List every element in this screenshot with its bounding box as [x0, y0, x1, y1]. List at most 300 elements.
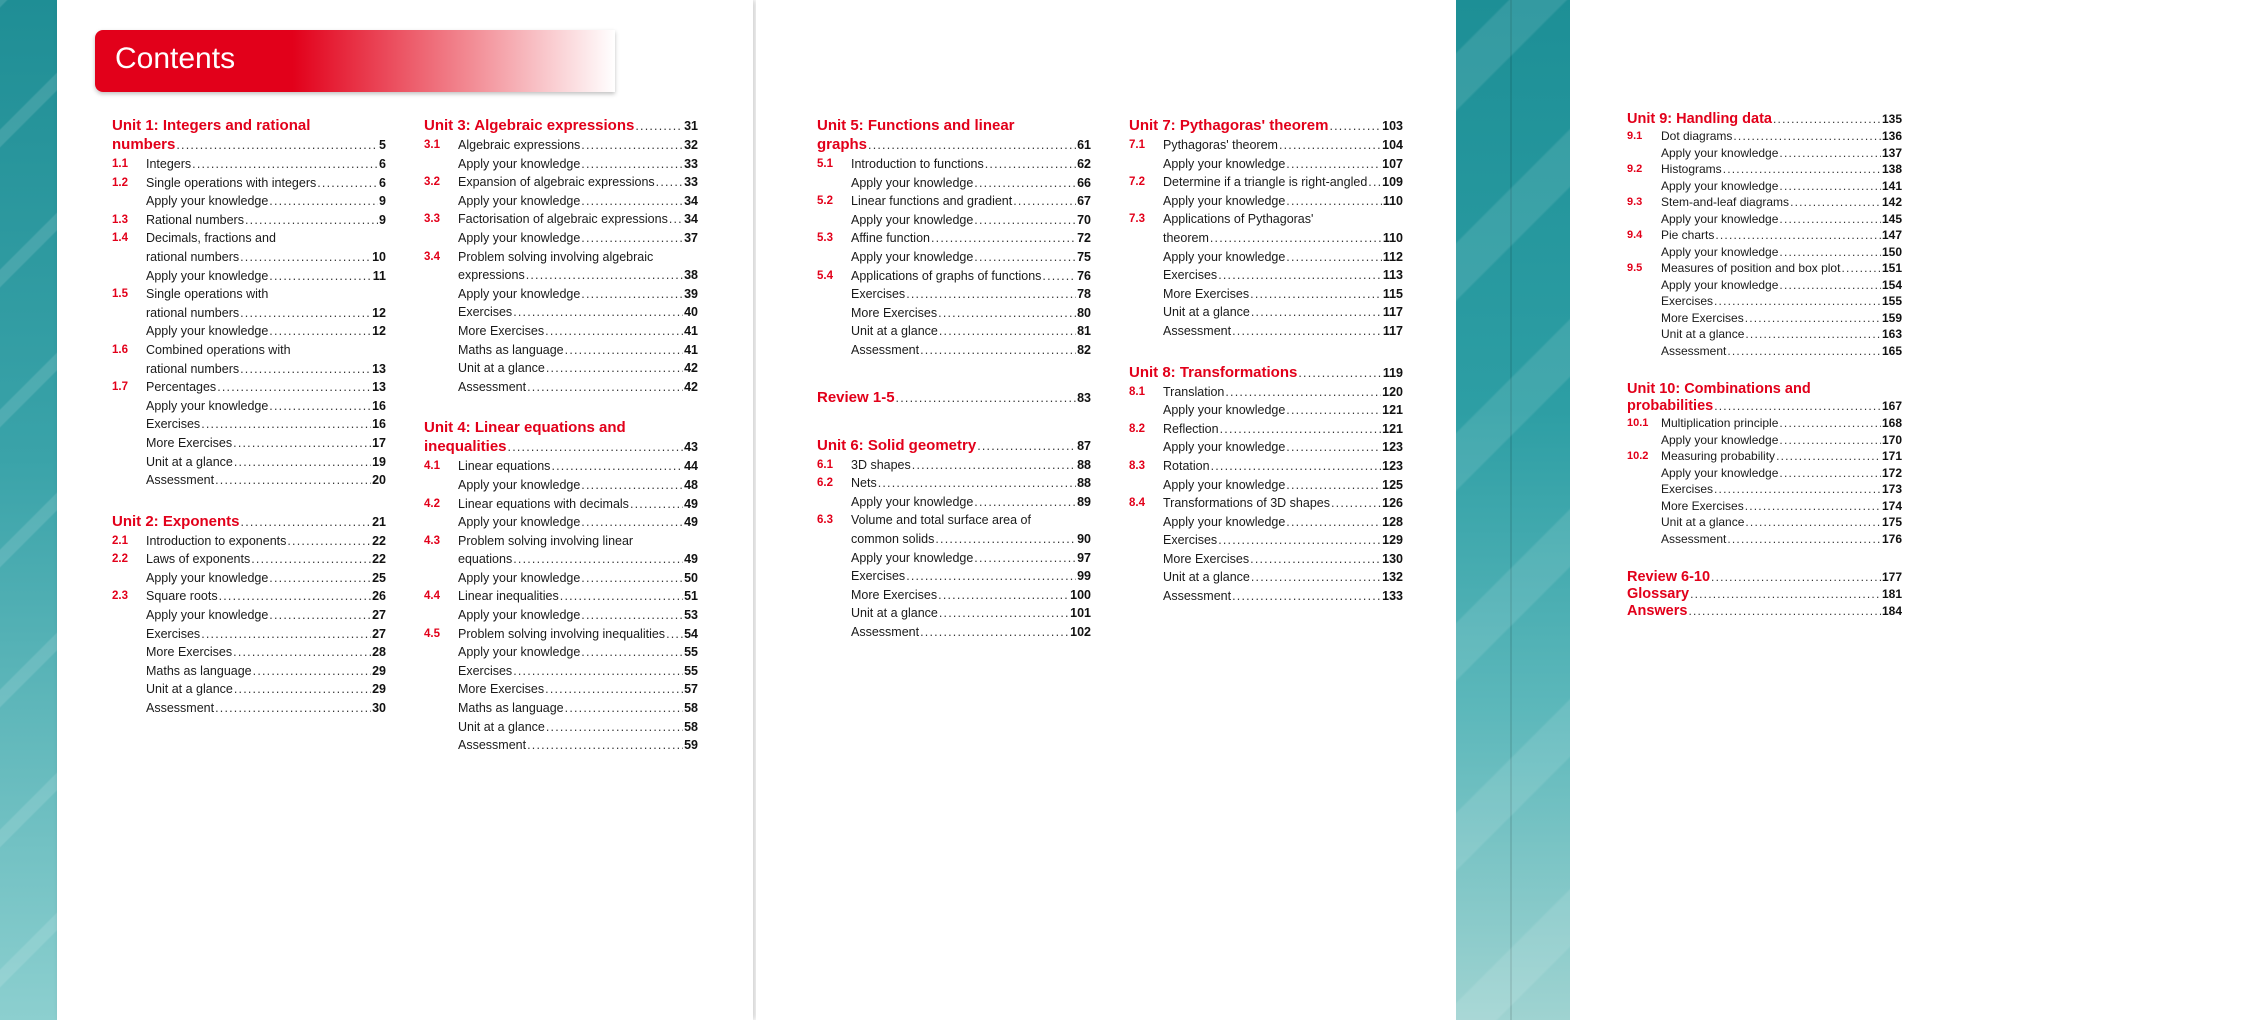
- entry-title: Algebraic expressions: [458, 138, 581, 152]
- dot-leader: [974, 174, 1076, 193]
- page-number: 175: [1881, 515, 1902, 529]
- toc-entry[interactable]: [424, 513, 698, 532]
- entry-row: [1661, 310, 1902, 327]
- section-number: 7.3: [1129, 213, 1145, 226]
- toc-entry[interactable]: [1129, 155, 1403, 174]
- toc-entry[interactable]: [112, 550, 386, 569]
- entry-title: rational numbers: [146, 305, 240, 320]
- toc-entry[interactable]: [1627, 211, 1902, 228]
- toc-entry[interactable]: [112, 378, 386, 397]
- toc-entry[interactable]: [1627, 178, 1902, 195]
- dot-leader: [581, 136, 683, 155]
- dot-leader: [215, 699, 371, 718]
- entry-body: [1627, 211, 1902, 228]
- entry-row: [458, 359, 698, 378]
- toc-entry[interactable]: [817, 285, 1091, 304]
- toc-entry[interactable]: [424, 359, 698, 378]
- entry-row: [1661, 227, 1902, 244]
- page-number: 171: [1881, 449, 1902, 463]
- toc-entry[interactable]: [1627, 128, 1902, 145]
- entry-title: Determine if a triangle is right-angled: [1163, 175, 1368, 190]
- entry-row: [146, 606, 386, 625]
- page-number: 27: [372, 608, 386, 623]
- toc-unit-heading[interactable]: [424, 418, 698, 457]
- toc-entry[interactable]: [112, 625, 386, 644]
- entry-title: Expansion of algebraic expressions: [458, 175, 655, 190]
- toc-entry[interactable]: [817, 341, 1091, 360]
- toc-entry[interactable]: [817, 604, 1091, 623]
- dot-leader: [935, 530, 1076, 549]
- spacer: [112, 490, 386, 512]
- toc-entry[interactable]: [112, 211, 386, 230]
- toc-entry[interactable]: [1627, 448, 1902, 465]
- page-number: 26: [372, 589, 386, 604]
- toc-entry[interactable]: [817, 456, 1091, 475]
- toc-entry[interactable]: [1627, 326, 1902, 343]
- entry-row: [1661, 293, 1902, 310]
- toc-entry[interactable]: [1129, 136, 1403, 155]
- entry-row: [851, 549, 1091, 568]
- toc-entry[interactable]: [1129, 438, 1403, 457]
- dot-leader: [938, 586, 1069, 605]
- toc-entry[interactable]: [112, 643, 386, 662]
- entry-title: Apply your knowledge: [458, 645, 581, 660]
- entry-row: [146, 155, 386, 174]
- toc-entry[interactable]: [1627, 498, 1902, 515]
- toc-entry[interactable]: [1129, 476, 1403, 495]
- toc-entry[interactable]: [424, 341, 698, 360]
- dot-leader: [551, 457, 683, 476]
- toc-entry[interactable]: [1129, 173, 1403, 192]
- entry-row: [1163, 383, 1403, 402]
- entry-body: [1129, 587, 1403, 606]
- toc-unit-heading[interactable]: [817, 436, 1091, 456]
- entry-row: [458, 495, 698, 514]
- section-number: 1.3: [112, 213, 128, 226]
- toc-entry[interactable]: [112, 174, 386, 193]
- entry-title: Review 6-10: [1627, 569, 1711, 585]
- toc-entry[interactable]: [112, 341, 386, 378]
- entry-row: [817, 436, 1091, 456]
- toc-entry[interactable]: [424, 718, 698, 737]
- toc-entry[interactable]: [1627, 260, 1902, 277]
- toc-entry[interactable]: [1129, 401, 1403, 420]
- entry-body: [1129, 173, 1403, 192]
- entry-row: [851, 285, 1091, 304]
- page-number: 103: [1382, 119, 1403, 133]
- entry-row: [146, 532, 386, 551]
- entry-row: [458, 476, 698, 495]
- dot-leader: [233, 643, 371, 662]
- dot-leader: [1711, 569, 1881, 586]
- dot-leader: [878, 474, 1076, 493]
- toc-entry[interactable]: [1627, 161, 1902, 178]
- entry-body: [424, 699, 698, 718]
- page-number: 135: [1881, 112, 1902, 126]
- entry-title: Apply your knowledge: [458, 230, 581, 245]
- entry-title: expressions: [458, 268, 525, 283]
- toc-unit-heading[interactable]: [1129, 116, 1403, 136]
- dot-leader: [1779, 465, 1881, 482]
- toc-entry[interactable]: [112, 397, 386, 416]
- entry-row: [112, 135, 386, 155]
- toc-entry[interactable]: [1627, 432, 1902, 449]
- toc-entry[interactable]: [1129, 457, 1403, 476]
- entry-title: Apply your knowledge: [458, 193, 581, 208]
- toc-unit-heading[interactable]: [1129, 363, 1403, 383]
- toc-entry[interactable]: [112, 569, 386, 588]
- dot-leader: [912, 456, 1076, 475]
- toc-entry[interactable]: [424, 155, 698, 174]
- entry-title: Unit at a glance: [458, 361, 545, 376]
- toc-entry[interactable]: [424, 229, 698, 248]
- page-number: 70: [1077, 212, 1091, 227]
- toc-unit-heading[interactable]: [112, 116, 386, 155]
- page-number: 109: [1382, 175, 1403, 190]
- toc-entry[interactable]: [112, 229, 386, 266]
- page-number: 102: [1070, 624, 1091, 639]
- toc-entry[interactable]: [112, 699, 386, 718]
- toc-unit-heading[interactable]: [817, 388, 1091, 408]
- toc-entry[interactable]: [424, 136, 698, 155]
- entry-body: [1627, 432, 1902, 449]
- entry-body: [424, 736, 698, 755]
- entry-body: [112, 625, 386, 644]
- toc-entry[interactable]: [424, 699, 698, 718]
- toc-unit-heading[interactable]: [424, 116, 698, 136]
- dot-leader: [581, 643, 683, 662]
- entry-title: Assessment: [1163, 589, 1232, 604]
- toc-entry[interactable]: [1627, 145, 1902, 162]
- toc-entry[interactable]: [112, 415, 386, 434]
- toc-entry[interactable]: [424, 457, 698, 476]
- section-number: 3.1: [424, 139, 440, 151]
- toc-entry[interactable]: [1129, 285, 1403, 304]
- toc-unit-heading[interactable]: [1627, 569, 1902, 586]
- entry-row: [458, 662, 698, 681]
- entry-title: Apply your knowledge: [1163, 249, 1286, 264]
- toc-entry[interactable]: [817, 155, 1091, 174]
- entry-body: [1627, 531, 1902, 548]
- entry-row: [424, 116, 698, 136]
- entry-body: [112, 397, 386, 416]
- toc-entry[interactable]: [424, 173, 698, 192]
- toc-entry[interactable]: [1129, 550, 1403, 569]
- entry-body: [817, 493, 1091, 512]
- toc-entry[interactable]: [1129, 322, 1403, 341]
- entry-title: Apply your knowledge: [851, 494, 974, 509]
- toc-entry[interactable]: [817, 174, 1091, 193]
- entry-title-line: Unit 10: Combinations and: [1627, 381, 1811, 397]
- entry-body: [817, 322, 1091, 341]
- toc-entry[interactable]: [424, 736, 698, 755]
- dot-leader: [581, 606, 683, 625]
- toc-entry[interactable]: [424, 210, 698, 229]
- entry-body: [424, 155, 698, 174]
- entry-body: [112, 569, 386, 588]
- toc-entry[interactable]: [1129, 587, 1403, 606]
- toc-entry[interactable]: [1627, 310, 1902, 327]
- entry-row: [851, 229, 1091, 248]
- dot-leader: [1779, 244, 1881, 261]
- entry-title: Apply your knowledge: [458, 570, 581, 585]
- page-number: 42: [684, 361, 698, 376]
- toc-entry[interactable]: [424, 625, 698, 644]
- toc-entry[interactable]: [1129, 192, 1403, 211]
- entry-title: Assessment: [146, 473, 215, 488]
- entry-body: [112, 341, 386, 378]
- toc-entry[interactable]: [424, 303, 698, 322]
- toc-entry[interactable]: [112, 587, 386, 606]
- toc-entry[interactable]: [112, 662, 386, 681]
- toc-entry[interactable]: [817, 211, 1091, 230]
- entry-title: theorem: [1163, 230, 1209, 245]
- toc-entry[interactable]: [1627, 415, 1902, 432]
- entry-title: Assessment: [1163, 323, 1232, 338]
- entry-row: [817, 135, 1091, 155]
- section-number: 5.2: [817, 195, 833, 208]
- toc-entry[interactable]: [424, 192, 698, 211]
- toc-entry[interactable]: [1627, 244, 1902, 261]
- dot-leader: [217, 378, 371, 397]
- entry-title: Apply your knowledge: [1661, 432, 1779, 447]
- toc-entry[interactable]: [1627, 514, 1902, 531]
- entry-title: Assessment: [851, 342, 920, 357]
- entry-title-line: Unit 1: Integers and rational: [112, 117, 311, 134]
- toc-entry[interactable]: [424, 378, 698, 397]
- dot-leader: [251, 550, 371, 569]
- entry-row: [146, 267, 386, 286]
- page-number: 167: [1881, 399, 1902, 413]
- entry-row: [458, 192, 698, 211]
- dot-leader: [868, 136, 1076, 155]
- entry-body: [817, 586, 1091, 605]
- toc-entry[interactable]: [112, 532, 386, 551]
- page-number: 88: [1077, 476, 1091, 491]
- toc-entry[interactable]: [1627, 277, 1902, 294]
- entry-title: Apply your knowledge: [458, 286, 581, 301]
- toc-entry[interactable]: [1129, 494, 1403, 513]
- dot-leader: [974, 549, 1076, 568]
- dot-leader: [241, 513, 372, 532]
- toc-entry[interactable]: [1627, 481, 1902, 498]
- entry-body: [1627, 244, 1902, 261]
- section-number: 2.2: [112, 553, 128, 566]
- toc-entry[interactable]: [817, 267, 1091, 286]
- toc-entry[interactable]: [424, 476, 698, 495]
- entry-title: Exercises: [1163, 268, 1218, 283]
- dot-leader: [1779, 211, 1881, 228]
- toc-entry[interactable]: [1129, 303, 1403, 322]
- toc-unit-heading[interactable]: [817, 116, 1091, 155]
- toc-unit-heading[interactable]: [112, 512, 386, 532]
- entry-body: [1129, 401, 1403, 420]
- toc-entry[interactable]: [817, 493, 1091, 512]
- dot-leader: [931, 229, 1076, 248]
- toc-entry[interactable]: [112, 285, 386, 322]
- entry-title: Pie charts: [1661, 228, 1715, 242]
- page-number: 67: [1077, 194, 1091, 209]
- entry-body: [1129, 285, 1403, 304]
- entry-title: Apply your knowledge: [851, 249, 974, 264]
- entry-body: [1627, 277, 1902, 294]
- toc-entry[interactable]: [817, 474, 1091, 493]
- toc-entry[interactable]: [1627, 531, 1902, 548]
- entry-row: [851, 174, 1091, 193]
- dot-leader: [974, 493, 1076, 512]
- toc-entry[interactable]: [817, 192, 1091, 211]
- entry-row: [458, 229, 698, 248]
- entry-body: [424, 136, 698, 155]
- toc-entry[interactable]: [1129, 568, 1403, 587]
- entry-row: [1661, 481, 1902, 498]
- entry-title: Unit 8: Transformations: [1129, 363, 1298, 381]
- toc-entry[interactable]: [112, 155, 386, 174]
- toc-entry[interactable]: [1627, 227, 1902, 244]
- toc-entry[interactable]: [1129, 266, 1403, 285]
- toc-entry[interactable]: [112, 471, 386, 490]
- toc-entry[interactable]: [112, 192, 386, 211]
- page-number: 16: [372, 398, 386, 413]
- entry-title: Maths as language: [458, 342, 564, 357]
- toc-entry[interactable]: [1627, 343, 1902, 360]
- toc-entry[interactable]: [817, 586, 1091, 605]
- entry-title: More Exercises: [458, 323, 545, 338]
- entry-title: Apply your knowledge: [1163, 403, 1286, 418]
- toc-entry[interactable]: [817, 304, 1091, 323]
- entry-title: Answers: [1627, 603, 1688, 619]
- entry-title: Affine function: [851, 231, 930, 246]
- entry-title: numbers: [112, 136, 176, 153]
- toc-unit-heading[interactable]: [1627, 381, 1902, 415]
- toc-entry[interactable]: [424, 643, 698, 662]
- entry-row: [1163, 136, 1403, 155]
- page-number: 6: [379, 175, 386, 190]
- entry-row: [146, 248, 386, 267]
- entry-title: Transformations of 3D shapes: [1163, 496, 1330, 511]
- toc-unit-heading[interactable]: [1627, 586, 1902, 603]
- entry-title: Pythagoras' theorem: [1163, 138, 1278, 152]
- section-number: 2.1: [112, 534, 128, 547]
- toc-column-2: [424, 116, 698, 755]
- page-number: 10: [372, 249, 386, 264]
- entry-title: Laws of exponents: [146, 552, 251, 567]
- toc-entry[interactable]: [424, 662, 698, 681]
- toc-entry[interactable]: [817, 567, 1091, 586]
- toc-entry[interactable]: [424, 495, 698, 514]
- toc-entry[interactable]: [1627, 293, 1902, 310]
- toc-unit-heading[interactable]: [1627, 603, 1902, 620]
- toc-entry[interactable]: [1627, 465, 1902, 482]
- page-number: 154: [1881, 277, 1902, 292]
- entry-title: Nets: [851, 476, 877, 491]
- toc-entry[interactable]: [112, 606, 386, 625]
- page-number: 9: [379, 212, 386, 227]
- toc-entry[interactable]: [424, 248, 698, 285]
- entry-body: [817, 285, 1091, 304]
- toc-entry[interactable]: [424, 569, 698, 588]
- entry-title: Unit at a glance: [1661, 327, 1745, 341]
- dot-leader: [656, 173, 683, 192]
- toc-entry[interactable]: [424, 680, 698, 699]
- dot-leader: [513, 303, 683, 322]
- dot-leader: [939, 322, 1076, 341]
- toc-entry[interactable]: [112, 680, 386, 699]
- toc-entry[interactable]: [424, 532, 698, 569]
- entry-title: Assessment: [146, 701, 215, 716]
- entry-body: [424, 378, 698, 397]
- entry-title: Rational numbers: [146, 212, 244, 227]
- entry-body: [1129, 438, 1403, 457]
- toc-entry[interactable]: [424, 322, 698, 341]
- toc-entry[interactable]: [112, 453, 386, 472]
- entry-body: [1129, 136, 1403, 155]
- toc-entry[interactable]: [817, 549, 1091, 568]
- section-number: 8.4: [1129, 497, 1145, 510]
- entry-body: [1129, 192, 1403, 211]
- toc-entry[interactable]: [112, 322, 386, 341]
- toc-entry[interactable]: [424, 587, 698, 606]
- entry-body: [112, 532, 386, 551]
- dot-leader: [1779, 178, 1881, 195]
- dot-leader: [581, 155, 683, 174]
- page-number: 75: [1077, 249, 1091, 264]
- toc-entry[interactable]: [1129, 420, 1403, 439]
- entry-row: [458, 513, 698, 532]
- page-number: 147: [1881, 228, 1902, 242]
- dot-leader: [1733, 128, 1881, 145]
- entry-title: Multiplication principle: [1661, 416, 1779, 430]
- dot-leader: [1250, 550, 1381, 569]
- toc-entry[interactable]: [112, 267, 386, 286]
- page-number: 177: [1881, 570, 1902, 584]
- page-number: 33: [684, 175, 698, 190]
- entry-title: More Exercises: [146, 435, 233, 450]
- entry-body: [112, 155, 386, 174]
- toc-entry[interactable]: [817, 511, 1091, 548]
- toc-entry[interactable]: [1627, 194, 1902, 211]
- toc-entry[interactable]: [424, 285, 698, 304]
- dot-leader: [906, 567, 1076, 586]
- entry-body: [424, 341, 698, 360]
- entry-row: [1163, 531, 1403, 550]
- toc-entry[interactable]: [817, 248, 1091, 267]
- entry-row: [1163, 587, 1403, 606]
- section-number: 9.4: [1627, 229, 1643, 241]
- toc-unit-heading[interactable]: [1627, 111, 1902, 128]
- toc-entry[interactable]: [1129, 248, 1403, 267]
- entry-body: [424, 457, 698, 476]
- toc-entry[interactable]: [1129, 531, 1403, 550]
- toc-entry[interactable]: [817, 322, 1091, 341]
- entry-row: [146, 643, 386, 662]
- entry-title: Apply your knowledge: [1163, 514, 1286, 529]
- entry-title: Single operations with integers: [146, 175, 317, 190]
- toc-entry[interactable]: [1129, 383, 1403, 402]
- toc-entry[interactable]: [424, 606, 698, 625]
- section-number: 5.1: [817, 158, 833, 170]
- page-number: 25: [372, 570, 386, 585]
- toc-entry[interactable]: [112, 434, 386, 453]
- page-number: 6: [379, 157, 386, 171]
- dot-leader: [1232, 322, 1382, 341]
- toc-entry[interactable]: [1129, 210, 1403, 247]
- toc-entry[interactable]: [1129, 513, 1403, 532]
- toc-entry[interactable]: [817, 229, 1091, 248]
- page-number: 123: [1382, 458, 1403, 473]
- toc-entry[interactable]: [817, 623, 1091, 642]
- entry-row: [458, 378, 698, 397]
